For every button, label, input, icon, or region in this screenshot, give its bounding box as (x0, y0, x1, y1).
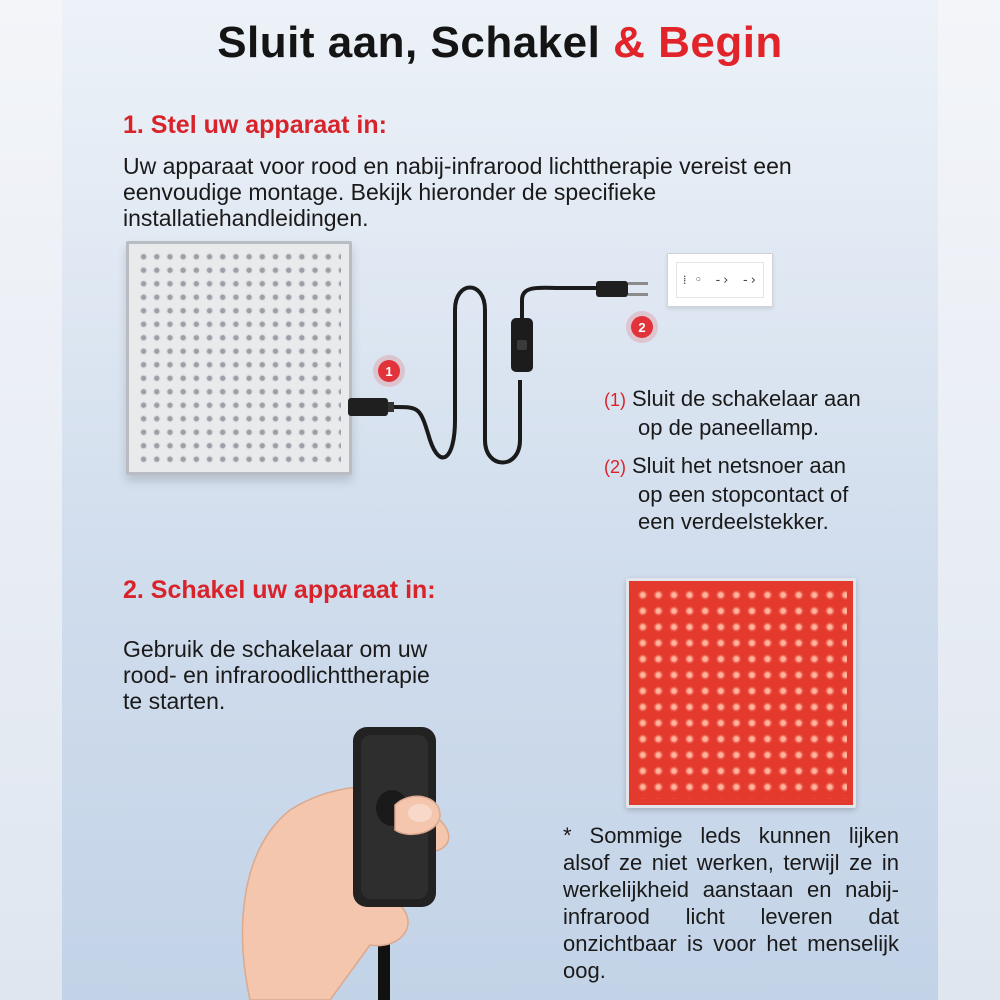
step1-line2: op de paneellamp. (638, 415, 820, 440)
step2-number: (2) (604, 457, 626, 477)
title-accent: & Begin (613, 18, 783, 67)
section2-line2: rood- en infraroodlichttherapie (123, 662, 430, 688)
red-led-grid (635, 587, 847, 799)
plug-icon (596, 281, 628, 297)
section1-line1: Uw apparaat voor rood en nabij-infrarood lichttherapie vereist een (123, 153, 792, 179)
power-cable-icon (394, 288, 520, 463)
step2-line2: op een stopcontact of (638, 482, 849, 507)
step2-text (604, 452, 848, 535)
step2-line1: Sluit het netsnoer aan (632, 453, 847, 478)
section1-heading: 1. Stel uw apparaat in: (123, 111, 387, 139)
section2-line1: Gebruik de schakelaar om uw (123, 636, 428, 662)
socket-hole-right: -› (741, 272, 758, 288)
step1-number: (1) (604, 390, 626, 410)
step2-line3: een verdeelstekker. (638, 509, 829, 534)
step1-text (604, 385, 861, 441)
socket-hole-mid: -› (713, 272, 730, 288)
red-led-panel-icon (626, 578, 856, 808)
panel-connector-icon (348, 398, 388, 416)
step1-line1: Sluit de schakelaar aan (632, 386, 861, 411)
title-main: Sluit aan, Schakel (217, 18, 601, 67)
section1-line2: eenvoudige montage. Bekijk hieronder de specifieke (123, 179, 657, 205)
socket-hole-left: ⁞ ◦ (682, 273, 703, 288)
footnote: * Sommige leds kunnen lijken alsof ze niet werken, terwijl ze in werkelijkheid aanstaan en nabij-infrarood licht leveren dat onzichtbaar is voor het menselijk oog. (563, 823, 899, 983)
section1-line3: installatiehandleidingen. (123, 205, 369, 231)
section2-line3: te starten. (123, 688, 226, 714)
section2-description (123, 636, 523, 714)
section2-heading: 2. Schakel uw apparaat in: (123, 576, 436, 604)
step2-badge: 2 (631, 316, 653, 338)
step1-badge: 1 (378, 360, 400, 382)
